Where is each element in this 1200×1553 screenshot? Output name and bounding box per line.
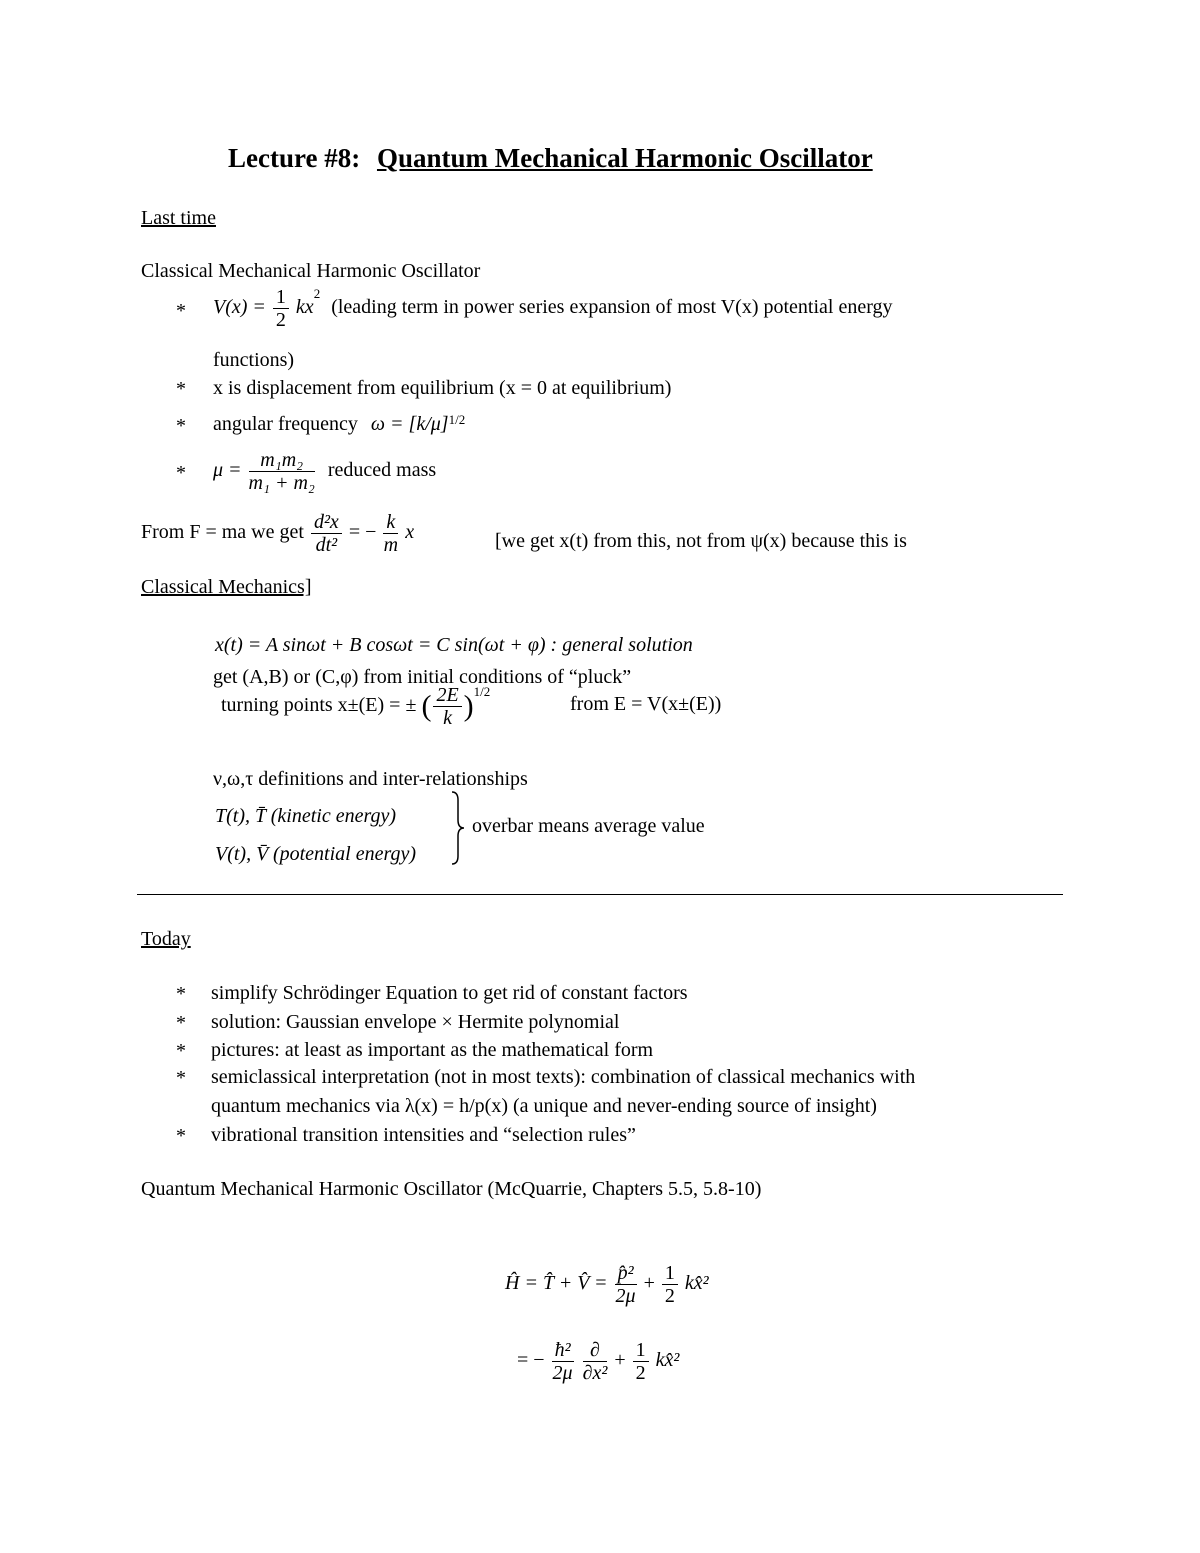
hbar-fraction [552, 1339, 574, 1384]
page-title [228, 142, 873, 174]
newton-equals: = − [348, 521, 377, 544]
second-derivative-num: d²x [311, 511, 342, 534]
hbar-num: ħ² [552, 1339, 574, 1362]
kinetic-energy: T(t), T̄ (kinetic energy) [215, 805, 397, 827]
today-bullet-1: * [176, 983, 186, 1005]
title-prefix: Lecture #8: [228, 143, 361, 173]
reduced-mass-label: reduced mass [327, 459, 437, 482]
bullet-4: * [176, 462, 186, 484]
reduced-mass [213, 449, 436, 494]
potential-lhs: V(x) = [213, 296, 266, 319]
general-solution: x(t) = A sinωt + B cosωt = C sin(ωt + φ) : general solution [215, 634, 693, 656]
last-time-heading: Last time [141, 207, 216, 229]
partial-fraction [583, 1339, 608, 1384]
turning-from: from E = V(x±(E)) [570, 693, 722, 715]
reduced-mass-lhs: μ = [213, 459, 242, 482]
turning-points-label: turning points x±(E) = ± [221, 694, 417, 717]
displacement-text: x is displacement from equilibrium (x = 0 at equilibrium) [213, 377, 672, 399]
kinetic-den: 2μ [615, 1285, 636, 1307]
turning-den: k [443, 707, 452, 729]
turning-fraction [433, 684, 461, 729]
newton-note: [we get x(t) from this, not from ψ(x) because this is [495, 530, 907, 552]
angular-frequency [213, 412, 465, 436]
today-item-2: solution: Gaussian envelope × Hermite polynomial [211, 1011, 620, 1033]
classical-subheading: Classical Mechanical Harmonic Oscillator [141, 260, 481, 282]
reduced-mass-den: m₁ + m₂ [248, 472, 315, 494]
today-bullet-3: * [176, 1040, 186, 1062]
hamiltonian-line-2 [517, 1339, 679, 1384]
half-den: 2 [275, 309, 286, 331]
half-num-h1: 1 [662, 1262, 678, 1285]
newton-x: x [405, 521, 415, 544]
newton-equation [141, 511, 414, 556]
hamiltonian-line-1 [505, 1262, 709, 1307]
partial-num: ∂ [583, 1339, 608, 1362]
bullet-2: * [176, 378, 186, 400]
newton-note-cont: Classical Mechanics] [141, 576, 312, 598]
kinetic-fraction [615, 1262, 637, 1307]
section-divider [137, 894, 1063, 895]
bullet-3: * [176, 415, 186, 437]
qmho-heading: Quantum Mechanical Harmonic Oscillator (McQuarrie, Chapters 5.5, 5.8-10) [141, 1178, 762, 1200]
turning-points: turning points x±(E) = ± ( $\frac{2E}{k}$ )$^{1/2}$ [221, 684, 491, 729]
half-num-h2: 1 [633, 1339, 649, 1362]
today-bullet-4: * [176, 1067, 186, 1089]
k-over-m-num: k [383, 511, 398, 534]
hbar-den: 2μ [552, 1362, 573, 1384]
half-fraction-h1 [662, 1262, 678, 1307]
definitions: ν,ω,τ definitions and inter-relationships [213, 768, 528, 790]
today-item-1: simplify Schrödinger Equation to get rid of constant factors [211, 982, 688, 1004]
partial-den: ∂x² [582, 1362, 608, 1384]
right-brace [448, 790, 468, 866]
k-over-m-fraction [383, 511, 398, 556]
today-item-4-cont: quantum mechanics via λ(x) = h/p(x) (a unique and never-ending source of insight) [211, 1095, 877, 1117]
potential-energy: V(t), V̄ (potential energy) [215, 843, 417, 865]
today-bullet-5: * [176, 1125, 186, 1147]
turning-exp: 1/2 [473, 684, 491, 699]
hamiltonian-eq-2: = − [517, 1349, 545, 1372]
bullet-1: * [176, 300, 186, 322]
today-heading: Today [141, 928, 191, 950]
today-item-5: vibrational transition intensities and “selection rules” [211, 1124, 636, 1146]
half-num: 1 [273, 286, 289, 309]
reduced-mass-fraction [249, 449, 315, 494]
second-derivative-fraction [311, 511, 342, 556]
potential-term-h1: kx̂² [684, 1272, 709, 1295]
second-derivative-den: dt² [315, 534, 338, 556]
today-item-3: pictures: at least as important as the mathematical form [211, 1039, 654, 1061]
turning-num: 2E [433, 684, 461, 707]
hamiltonian-plus-1: + [643, 1272, 655, 1295]
potential-rhs: kx [295, 296, 314, 319]
angular-frequency-eq: ω = [k/μ] [370, 413, 449, 435]
today-bullet-2: * [176, 1012, 186, 1034]
overbar-note: overbar means average value [472, 815, 705, 837]
potential-equation: V(x) = $\frac{1}{2}$ $kx^2$ (leading term in power series expansion of most V(x) potential energy [213, 286, 893, 331]
half-den-h1: 2 [664, 1285, 675, 1307]
half-fraction-h2 [633, 1339, 649, 1384]
angular-frequency-exp: 1/2 [448, 412, 466, 427]
angular-frequency-label: angular frequency [213, 413, 358, 435]
half-den-h2: 2 [635, 1362, 646, 1384]
hamiltonian-plus-2: + [614, 1349, 626, 1372]
potential-note: (leading term in power series expansion of most V(x) potential energy [331, 296, 893, 319]
today-item-4: semiclassical interpretation (not in most texts): combination of classical mechanics with [211, 1066, 916, 1088]
potential-note-cont: functions) [213, 349, 295, 371]
initial-conditions: get (A,B) or (C,φ) from initial conditions of “pluck” [213, 666, 632, 688]
kinetic-num: p̂² [615, 1262, 637, 1285]
potential-term-h2: kx̂² [655, 1349, 680, 1372]
reduced-mass-num: m₁m₂ [249, 449, 315, 472]
newton-label: From F = ma we get [141, 521, 304, 544]
half-fraction [273, 286, 289, 331]
hamiltonian-lhs: Ĥ = T̂ + V̂ = [505, 1272, 608, 1295]
k-over-m-den: m [383, 534, 399, 556]
title-main: Quantum Mechanical Harmonic Oscillator [376, 143, 873, 173]
